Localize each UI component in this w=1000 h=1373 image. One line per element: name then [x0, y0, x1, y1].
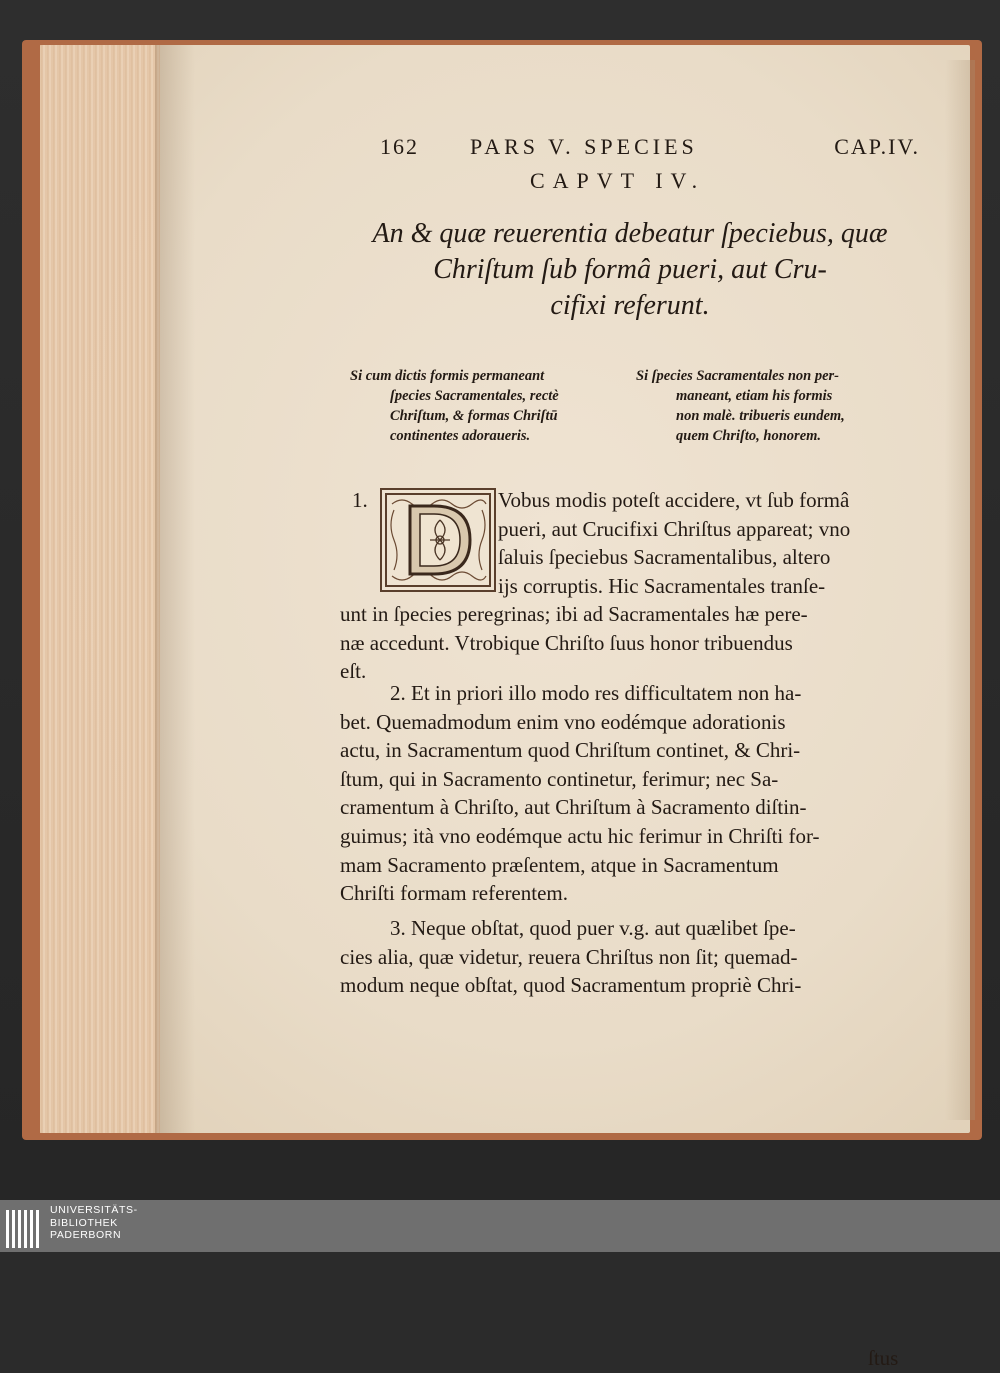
text-line: 3. Neque obſtat, quod puer v.g. aut quælibet ſpe-	[390, 916, 796, 940]
text-line: mam Sacramento præſentem, atque in Sacramentum	[340, 852, 779, 877]
text-line: Vobus modis poteſt accidere, vt ſub formâ	[498, 488, 850, 512]
decorated-initial-d-icon	[380, 488, 496, 592]
title-line: An & quæ reuerentia debeatur ſpeciebus, quæ	[372, 218, 888, 249]
page-stack-edges	[40, 45, 160, 1133]
summary-line: non malè. tribueris eundem,	[676, 408, 845, 424]
text-line: cramentum à Chriſto, aut Chriſtum à Sacramento diſtin-	[340, 795, 807, 820]
summary-left-column	[350, 366, 640, 446]
paragraph-lines	[340, 600, 916, 686]
library-name-line: UNIVERSITÄTS-	[50, 1204, 138, 1216]
text-line: modum neque obſtat, quod Sacramentum propriè Chri-	[340, 973, 802, 998]
library-footer	[0, 1200, 1000, 1252]
text-line: ſtum, qui in Sacramento continetur, ferimur; nec Sa-	[340, 766, 779, 791]
library-name	[50, 1204, 138, 1242]
text-line: ſaluis ſpeciebus Sacramentalibus, altero	[498, 545, 831, 570]
title-line: cifixi referunt.	[550, 290, 710, 321]
running-head	[340, 134, 920, 164]
text-line: cies alia, quæ videtur, reuera Chriſtus non ſit; quemad-	[340, 944, 798, 969]
summary-line: maneant, etiam his formis	[676, 388, 833, 404]
text-line: næ accedunt. Vtrobique Chriſto ſuus honor tribuendus	[340, 630, 793, 655]
text-line: guimus; ità vno eodémque actu hic ferimur in Chriſti for-	[340, 823, 820, 848]
text-line: pueri, aut Crucifixi Chriſtus appareat; vno	[498, 516, 851, 541]
text-line: ijs corruptis. Hic Sacramentales tranſe-	[498, 573, 826, 598]
summary-line: quem Chriſto, honorem.	[676, 428, 822, 444]
summary-line: Si cum dictis formis permaneant	[350, 368, 545, 384]
summary-line: continentes adoraueris.	[390, 428, 531, 444]
summary-right-column	[636, 366, 920, 446]
page-curl-shadow	[945, 60, 975, 1120]
chapter-heading: CAPVT IV.	[530, 168, 706, 193]
page-number: 162	[380, 134, 419, 159]
initial-lines	[498, 486, 918, 600]
paragraph-number: 1.	[352, 488, 368, 512]
running-chapter: CAP.IV.	[834, 134, 920, 159]
paragraph-3	[340, 914, 916, 1000]
text-line: 2. Et in priori illo modo res difficultatem non ha-	[390, 681, 802, 705]
title-line: Chriſtum ſub formâ pueri, aut Cru-	[433, 254, 827, 285]
library-name-line: BIBLIOTHEK	[50, 1216, 118, 1229]
text-line: eſt.	[340, 659, 367, 684]
summary-line: ſpecies Sacramentales, rectè	[390, 388, 559, 404]
running-title: PARS V. SPECIES	[470, 134, 698, 159]
text-line: Chriſti formam referentem.	[340, 881, 568, 906]
chapter-title	[340, 216, 920, 324]
summary-line: Si ſpecies Sacramentales non per-	[636, 368, 839, 384]
catchword: ſtus	[868, 1346, 899, 1370]
library-logo-icon	[4, 1204, 44, 1250]
text-line: actu, in Sacramentum quod Chriſtum continet, & Chri-	[340, 738, 801, 763]
text-line: bet. Quemadmodum enim vno eodémque adorationis	[340, 709, 786, 734]
gutter-shadow	[155, 45, 195, 1133]
library-name-line: PADERBORN	[50, 1229, 122, 1241]
summary-line: Chriſtum, & formas Chriſtū	[390, 408, 558, 424]
text-line: unt in ſpecies peregrinas; ibi ad Sacramentales hæ pere-	[340, 602, 808, 626]
paragraph-2	[340, 679, 916, 908]
